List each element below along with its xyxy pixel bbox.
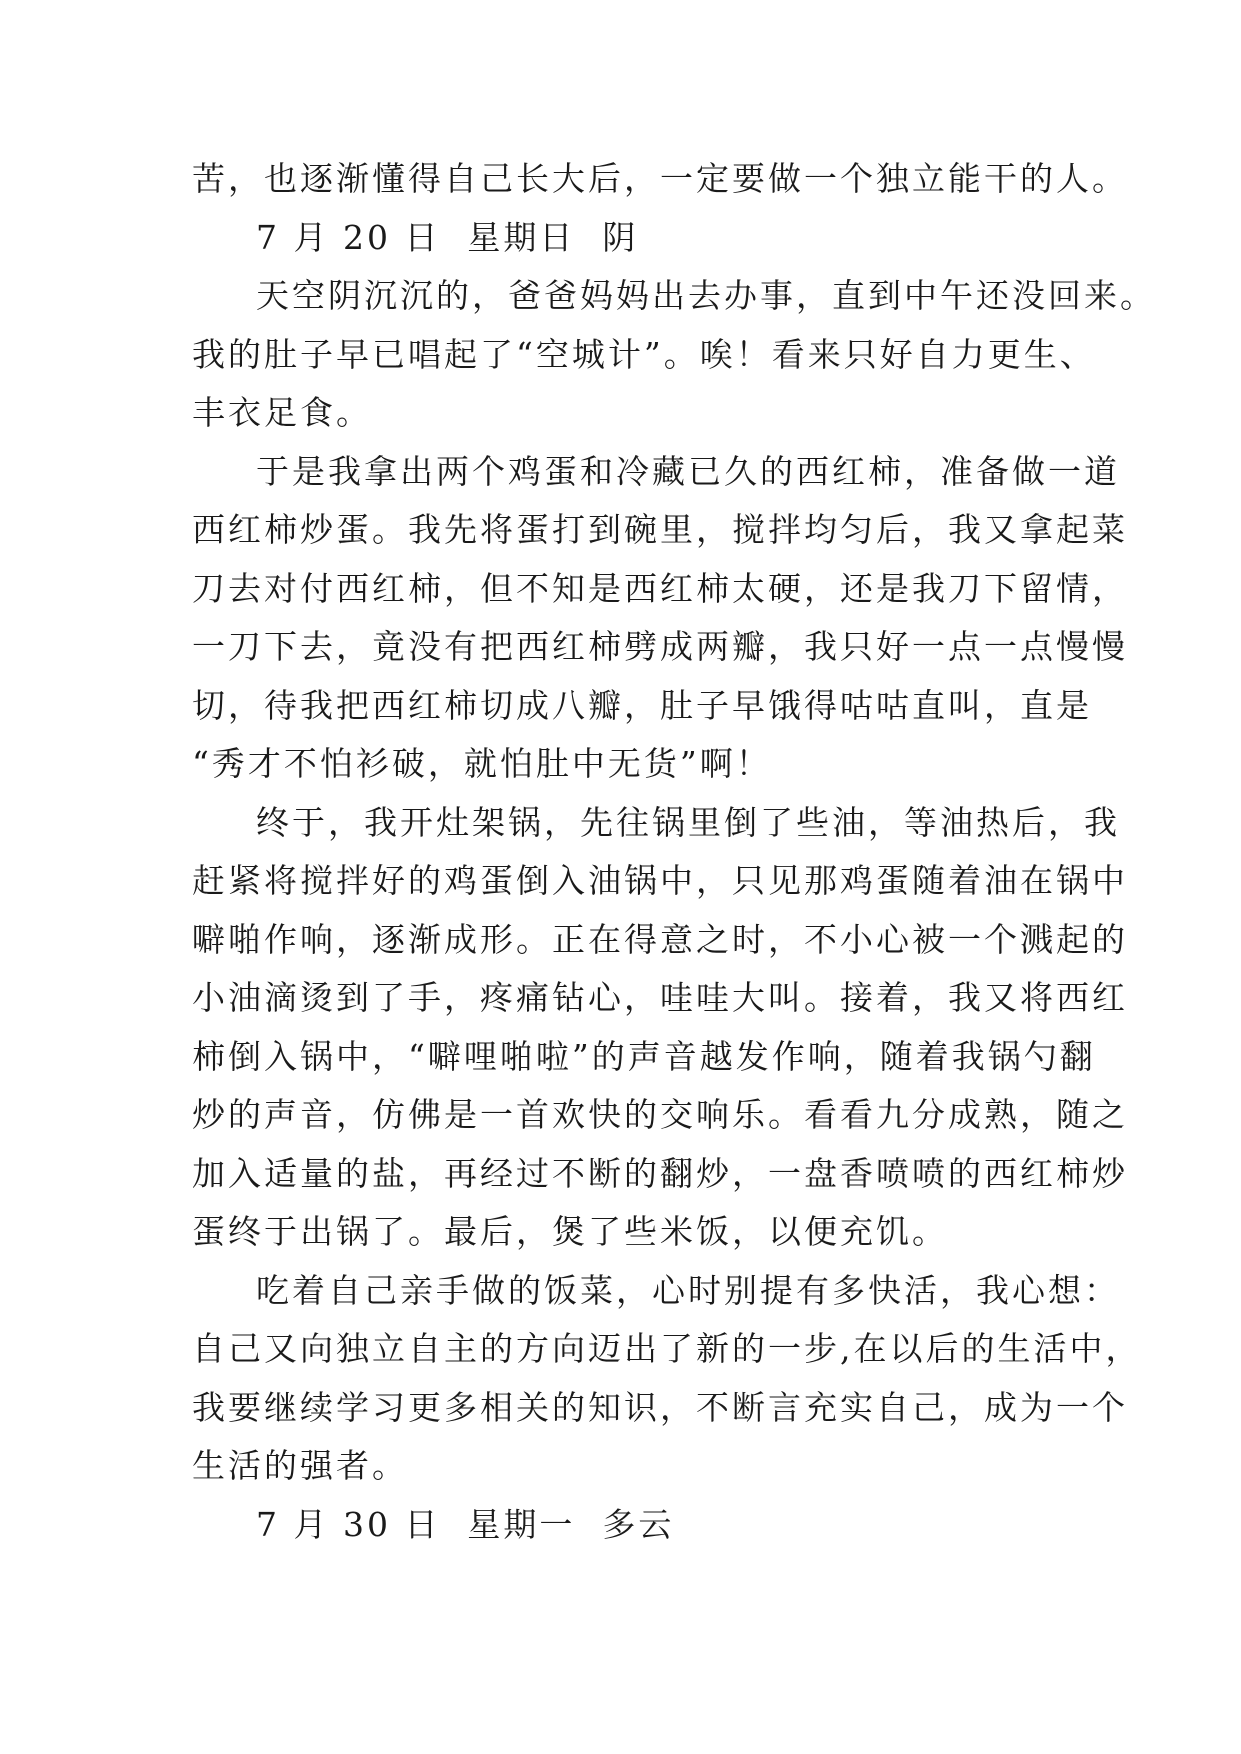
text-line: 自己又向独立自主的方向迈出了新的一步,在以后的生活中，	[192, 1329, 1142, 1368]
diary-date-line: 7 月 30 日 星期一 多云	[256, 1504, 675, 1544]
text-line: 刀去对付西红柿，但不知是西红柿太硬，还是我刀下留情，	[192, 568, 1128, 608]
text-line: 一刀下去，竟没有把西红柿劈成两瓣，我只好一点一点慢慢	[192, 627, 1128, 666]
text-line: 加入适量的盐，再经过不断的翻炒，一盘香喷喷的西红柿炒	[192, 1153, 1128, 1193]
text-line: 我要继续学习更多相关的知识，不断言充实自己，成为一个	[192, 1387, 1128, 1427]
text-line: 小油滴烫到了手，疼痛钻心，哇哇大叫。接着，我又将西红	[192, 978, 1128, 1017]
text-line: “秀才不怕衫破，就怕肚中无货”啊！	[192, 744, 772, 783]
text-line: 丰衣足食。	[192, 393, 372, 432]
text-line: 于是我拿出两个鸡蛋和冷藏已久的西红柿，准备做一道	[256, 451, 1120, 491]
text-line: 噼啪作响，逐渐成形。正在得意之时，不小心被一个溅起的	[192, 919, 1128, 959]
text-line: 吃着自己亲手做的饭菜，心时别提有多快活，我心想：	[256, 1270, 1120, 1310]
text-line: 生活的强者。	[192, 1446, 408, 1485]
text-line: 蛋终于出锅了。最后，煲了些米饭，以便充饥。	[192, 1212, 948, 1251]
text-line: 炒的声音，仿佛是一首欢快的交响乐。看看九分成熟，随之	[192, 1095, 1128, 1134]
text-line: 柿倒入锅中，“噼哩啪啦”的声音越发作响，随着我锅勺翻	[192, 1036, 1096, 1076]
text-line: 苦，也逐渐懂得自己长大后，一定要做一个独立能干的人。	[192, 159, 1128, 198]
text-line: 我的肚子早已唱起了“空城计”。唉！看来只好自力更生、	[192, 334, 1096, 374]
document-body	[192, 150, 1156, 1554]
text-line: 西红柿炒蛋。我先将蛋打到碗里，搅拌均匀后，我又拿起菜	[192, 510, 1128, 549]
diary-date-line: 7 月 20 日 星期日 阴	[256, 217, 639, 257]
text-line: 天空阴沉沉的，爸爸妈妈出去办事，直到中午还没回来。	[256, 276, 1156, 315]
text-line: 赶紧将搅拌好的鸡蛋倒入油锅中，只见那鸡蛋随着油在锅中	[192, 861, 1128, 900]
text-line: 终于，我开灶架锅，先往锅里倒了些油，等油热后，我	[256, 802, 1120, 842]
text-line: 切，待我把西红柿切成八瓣，肚子早饿得咕咕直叫，直是	[192, 685, 1092, 725]
